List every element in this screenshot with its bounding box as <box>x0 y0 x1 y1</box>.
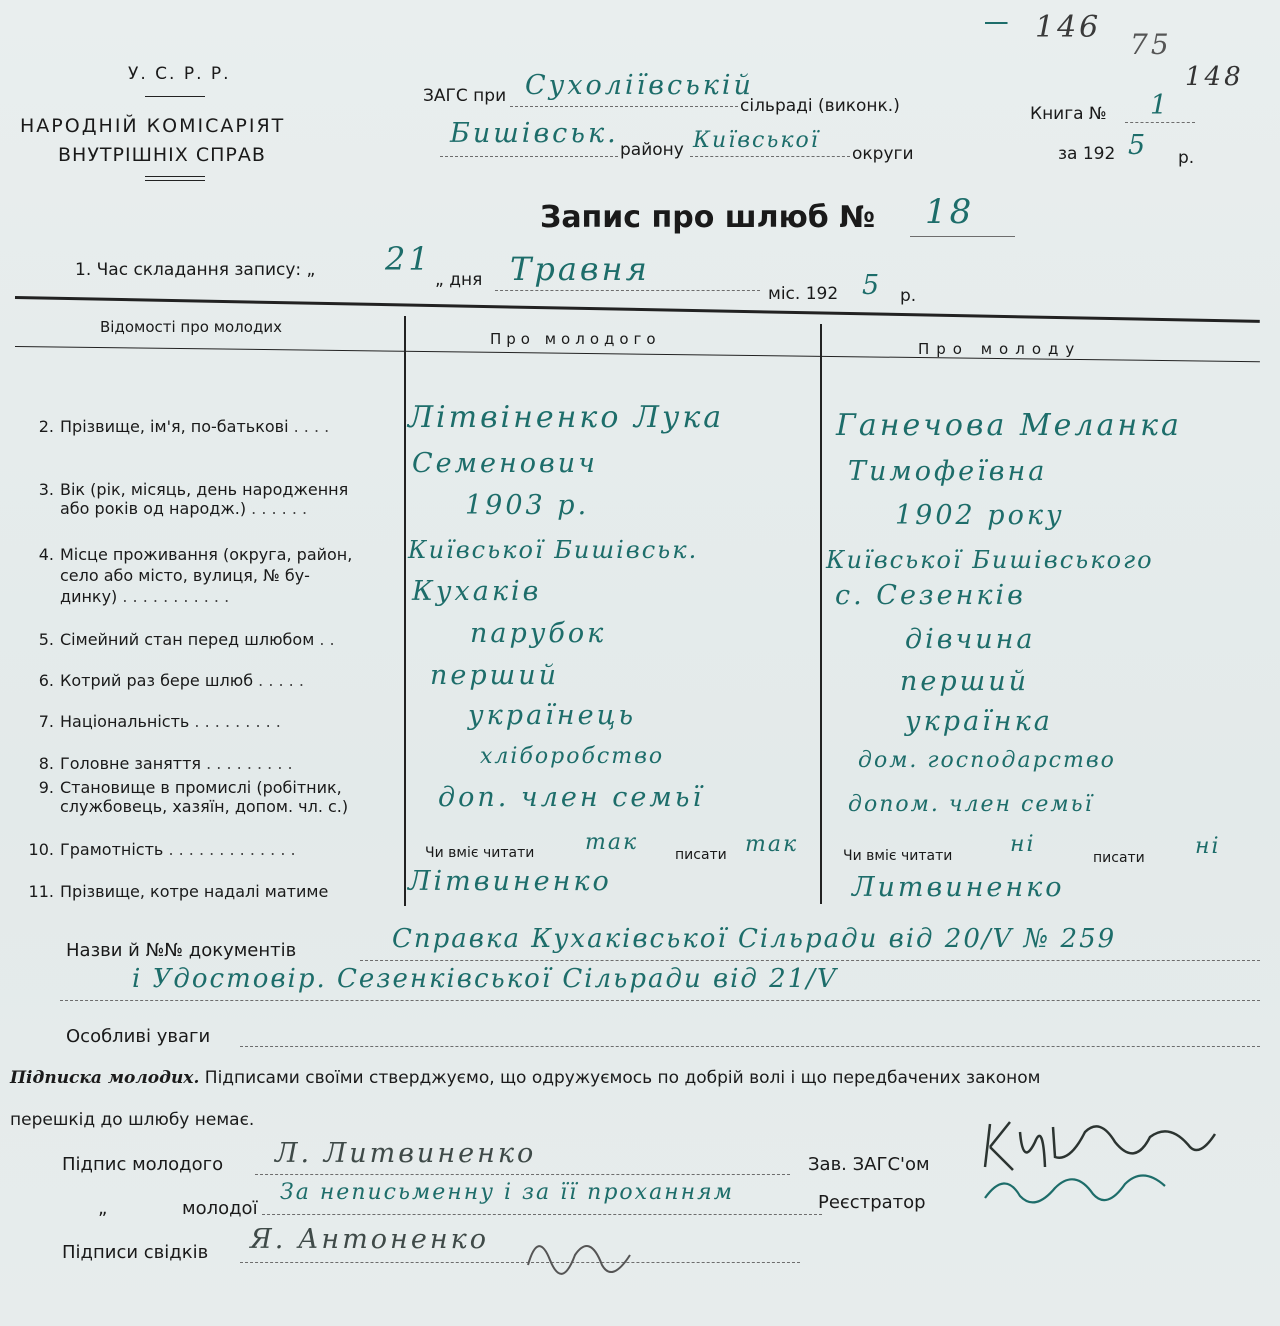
record-number-line <box>910 236 1015 237</box>
bride-occupation: дом. господарство <box>858 748 1116 773</box>
groom-read: так <box>585 830 639 855</box>
groom-occupation: хліборобство <box>480 744 665 769</box>
bride-birth-year: 1902 року <box>895 500 1065 531</box>
groom-signature-label: Підпис молодого <box>62 1154 224 1175</box>
documents-value-1: Справка Кухаківської Сільради від 20/V № 259 <box>392 924 1117 954</box>
year-value: 5 <box>1128 130 1149 161</box>
record-time-label: 1. Час складання запису: „ <box>75 260 316 280</box>
bride-future-surname: Литвиненко <box>852 872 1065 903</box>
record-day: 21 <box>385 240 432 278</box>
groom-marital: парубок <box>470 618 607 649</box>
header-divider <box>145 96 205 97</box>
row-occupation-label: 8. Головне заняття . . . . . . . . . <box>38 754 293 773</box>
bride-read-label: Чи вміє читати <box>843 848 953 864</box>
bride-read: ні <box>1010 832 1036 857</box>
documents-line-1 <box>360 960 1260 961</box>
row-times-label: 6. Котрий раз бере шлюб . . . . . <box>38 671 304 690</box>
book-value: 1 <box>1150 90 1171 121</box>
council-label: сільраді (виконк.) <box>740 96 900 116</box>
declaration-text: Підписами своїми стверджуємо, що одружуємось по добрій волі і що передбачених законом <box>204 1068 1041 1088</box>
groom-nationality: українець <box>468 700 637 731</box>
row-status-label: 9. Становище в промислі (робітник, службовець, хазяїн, допом. чл. с.) <box>38 778 349 816</box>
bride-signature-line <box>262 1214 822 1215</box>
head-signature-label: Зав. ЗАГС'ом <box>808 1154 930 1175</box>
book-line <box>1125 122 1195 123</box>
declaration-lead: Підписка молодих. <box>10 1068 200 1088</box>
row-nationality-label: 7. Національність . . . . . . . . . <box>38 712 281 731</box>
okruha-label: округи <box>852 144 914 164</box>
col-groom-header: Про молодого <box>490 330 661 348</box>
header-divider-3 <box>145 180 205 181</box>
zags-value: Сухоліївській <box>525 70 754 101</box>
record-day-label: „ дня <box>435 270 483 290</box>
groom-write-label: писати <box>675 847 727 863</box>
col-bride-header: Про молоду <box>918 340 1082 358</box>
year-suffix: р. <box>1178 148 1195 168</box>
bride-write-label: писати <box>1093 850 1145 866</box>
district-label: району <box>620 140 684 160</box>
bride-name: Ганечова Меланка <box>836 408 1182 443</box>
commissariat-line1: НАРОДНІЙ КОМІСАРІЯТ <box>20 115 286 137</box>
declaration-line-1 <box>10 1068 1041 1088</box>
groom-times: перший <box>430 660 560 691</box>
groom-write: так <box>745 832 799 857</box>
bride-marital: дівчина <box>905 624 1036 655</box>
bride-write: ні <box>1195 834 1221 859</box>
registrar-label: Реєстратор <box>818 1192 926 1213</box>
header-divider-2 <box>145 176 205 177</box>
archive-mark-strike <box>985 8 1008 38</box>
record-number: 18 <box>925 192 975 232</box>
book-label: Книга № <box>1030 104 1107 124</box>
table-col-divider-1 <box>404 316 406 906</box>
remarks-line <box>240 1046 1260 1047</box>
bride-signature-label: молодої <box>182 1198 258 1219</box>
bride-patronymic: Тимофеївна <box>848 456 1048 487</box>
record-year: 5 <box>862 270 883 301</box>
bride-nationality: українка <box>905 706 1053 737</box>
witness-signature-label: Підписи свідків <box>62 1242 209 1263</box>
row-name-label: 2. Прізвище, ім'я, по-батькові . . . . <box>38 417 330 436</box>
archive-record-number: 148 <box>1185 62 1244 92</box>
okruha-value: Київської <box>693 128 820 153</box>
bride-village: с. Сезенків <box>835 580 1026 611</box>
record-month: Травня <box>510 250 650 288</box>
record-title: Запис про шлюб № <box>540 200 876 235</box>
zags-label: ЗАГС при <box>423 86 507 106</box>
groom-future-surname: Літвиненко <box>408 866 612 897</box>
record-year-suffix: р. <box>900 286 917 306</box>
bride-times: перший <box>900 666 1030 697</box>
bride-signature: За неписьменну і за її проханням <box>280 1180 734 1205</box>
col-label-header: Відомості про молодих <box>100 318 282 336</box>
row-residence-label: 4. Місце проживання (округа, район, село або місто, вулиця, № бу- динку) . . . . . . . . . . . <box>38 545 353 606</box>
record-month-label: міс. 192 <box>768 284 839 304</box>
bride-status: допом. член семьї <box>848 792 1094 817</box>
witness-signature-scribble <box>520 1225 640 1285</box>
groom-signature-line <box>255 1174 790 1175</box>
row-age-label: 3. Вік (рік, місяць, день народження або років од народж.) . . . . . . <box>38 480 349 518</box>
republic-label: У. С. Р. Р. <box>128 64 231 84</box>
registrar-signature <box>975 1160 1185 1220</box>
groom-birth-year: 1903 р. <box>465 490 590 521</box>
groom-read-label: Чи вміє читати <box>425 845 535 861</box>
witness-signature: Я. Антоненко <box>250 1224 489 1255</box>
table-col-divider-2 <box>820 324 822 904</box>
remarks-label: Особливі уваги <box>66 1026 211 1047</box>
row-marital-label: 5. Сімейний стан перед шлюбом . . <box>38 630 335 649</box>
declaration-line-2: перешкід до шлюбу немає. <box>10 1110 255 1130</box>
groom-patronymic: Семенович <box>412 448 598 479</box>
groom-status: доп. член семьї <box>438 782 705 813</box>
groom-residence: Київської Бишівськ. <box>408 536 699 564</box>
groom-village: Кухаків <box>412 576 542 607</box>
groom-signature: Л. Литвиненко <box>275 1138 537 1169</box>
district-value: Бишівськ. <box>450 118 619 149</box>
row-future-surname-label: 11. Прізвище, котре надалі матиме <box>28 882 329 901</box>
documents-label: Назви й №№ документів <box>66 940 297 961</box>
row-literacy-label: 10. Грамотність . . . . . . . . . . . . . <box>28 840 296 859</box>
groom-name: Літвіненко Лука <box>408 400 725 435</box>
okruha-line <box>690 156 850 157</box>
year-label: за 192 <box>1058 144 1116 164</box>
archive-page-number: 146 <box>1035 10 1102 45</box>
documents-value-2: і Удостовір. Сезенківської Сільради від 21/V <box>132 964 838 994</box>
bride-signature-quote: „ <box>98 1198 108 1219</box>
zags-line <box>510 106 738 107</box>
commissariat-line2: ВНУТРІШНІХ СПРАВ <box>58 144 266 166</box>
record-month-line <box>495 290 760 291</box>
archive-extra-number: 75 <box>1130 28 1172 61</box>
bride-residence: Київської Бишівського <box>826 546 1154 574</box>
documents-line-2 <box>60 1000 1260 1001</box>
district-line <box>440 156 618 157</box>
